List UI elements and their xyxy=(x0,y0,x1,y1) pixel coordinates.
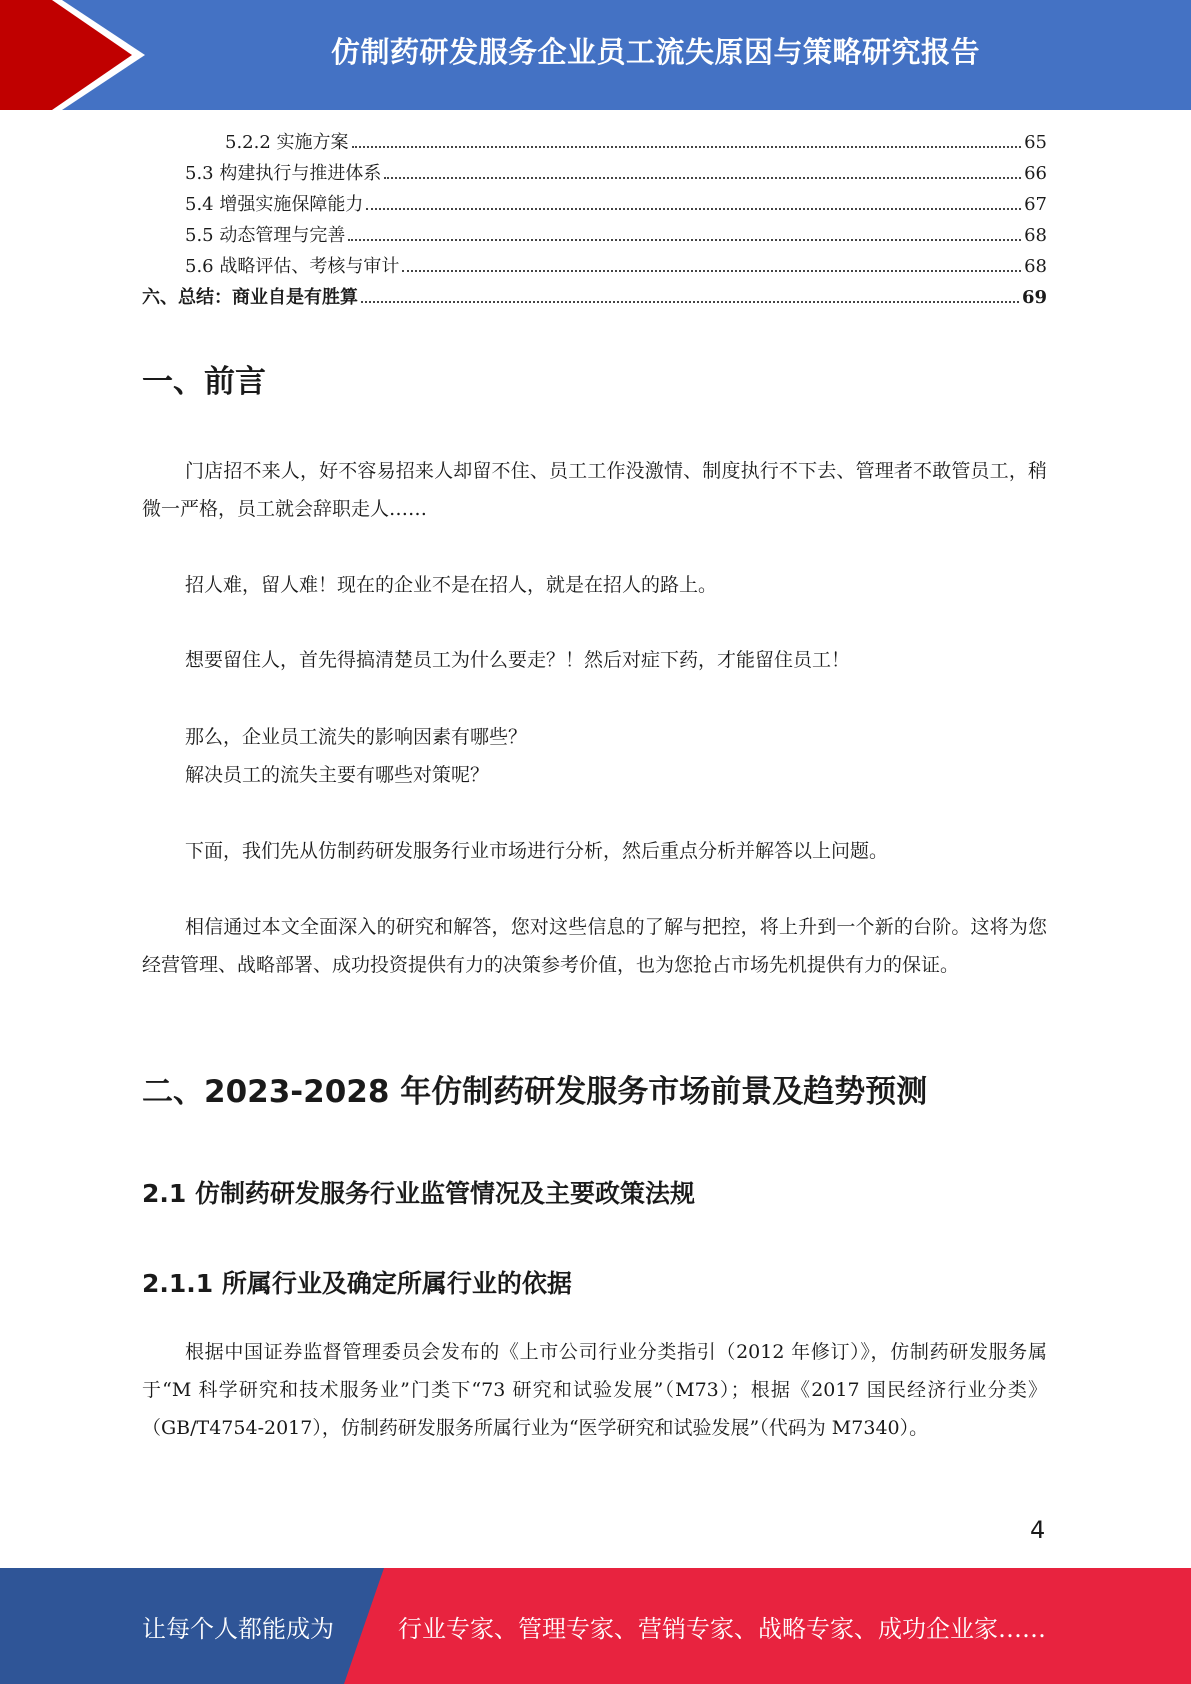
paragraph: 想要留住人，首先得搞清楚员工为什么要走？！然后对症下药，才能留住员工！ xyxy=(185,649,851,671)
toc-entry-page: 68 xyxy=(1024,225,1047,246)
toc-leader-dots xyxy=(352,146,1022,148)
toc-entry-label: 5.3 构建执行与推进体系 xyxy=(185,163,382,184)
section-2-heading: 二、2023-2028 年仿制药研发服务市场前景及趋势预测 xyxy=(142,1074,928,1110)
paragraph: 根据中国证券监督管理委员会发布的《上市公司行业分类指引（2012 年修订）》，仿制药研发服务属于“M 科学研究和技术服务业”门类下“73 研究和试验发展”（M73）；根据《2017 国民经济行业分类》（GB/T4754-2017），仿制药研发服务所属行业为“医学研究和试验发展”（代码为 M7340）。 xyxy=(142,1341,1047,1439)
toc-entry[interactable] xyxy=(142,128,1047,159)
toc-leader-dots xyxy=(402,270,1021,272)
toc-entry-label: 5.6 战略评估、考核与审计 xyxy=(185,256,400,277)
footer-banner xyxy=(0,1568,1191,1684)
toc-entry-page: 68 xyxy=(1024,256,1047,277)
footer-slogan-right: 行业专家、管理专家、营销专家、战略专家、成功企业家…… xyxy=(398,1614,1046,1643)
toc-entry[interactable] xyxy=(142,221,1047,252)
toc-entry-label: 5.4 增强实施保障能力 xyxy=(185,194,364,215)
toc-leader-dots xyxy=(348,239,1021,241)
header-banner xyxy=(0,0,1191,110)
paragraph: 门店招不来人，好不容易招来人却留不住、员工工作没激情、制度执行不下去、管理者不敢管员工，稍微一严格，员工就会辞职走人…… xyxy=(142,460,1047,520)
subsubsection-heading: 2.1.1 所属行业及确定所属行业的依据 xyxy=(142,1269,572,1298)
paragraph: 下面，我们先从仿制药研发服务行业市场进行分析，然后重点分析并解答以上问题。 xyxy=(185,840,889,862)
report-title: 仿制药研发服务企业员工流失原因与策略研究报告 xyxy=(330,34,980,69)
toc-leader-dots xyxy=(366,208,1021,210)
toc-entry-page: 66 xyxy=(1024,163,1047,184)
paragraph: 相信通过本文全面深入的研究和解答，您对这些信息的了解与把控，将上升到一个新的台阶。这将为您经营管理、战略部署、成功投资提供有力的决策参考价值，也为您抢占市场先机提供有力的保证。 xyxy=(142,916,1047,976)
toc-entry[interactable] xyxy=(142,190,1047,221)
toc-entry-label: 六、总结：商业自是有胜算 xyxy=(142,287,358,308)
table-of-contents xyxy=(142,128,1047,314)
toc-entry[interactable] xyxy=(142,159,1047,190)
page-number: 4 xyxy=(1030,1516,1046,1544)
subsection-heading: 2.1 仿制药研发服务行业监管情况及主要政策法规 xyxy=(142,1179,695,1208)
toc-entry[interactable] xyxy=(142,283,1047,314)
toc-entry-label: 5.5 动态管理与完善 xyxy=(185,225,346,246)
footer-slogan-left: 让每个人都能成为 xyxy=(142,1614,334,1643)
toc-entry[interactable] xyxy=(142,252,1047,283)
paragraph: 那么，企业员工流失的影响因素有哪些？ xyxy=(185,726,528,748)
toc-leader-dots xyxy=(384,177,1021,179)
paragraph: 解决员工的流失主要有哪些对策呢？ xyxy=(185,764,490,786)
toc-entry-label: 5.2.2 实施方案 xyxy=(225,132,349,153)
section-1-heading: 一、前言 xyxy=(142,364,266,400)
arrow-decoration-icon xyxy=(0,0,160,110)
toc-entry-page: 65 xyxy=(1024,132,1047,153)
paragraph: 招人难，留人难！现在的企业不是在招人，就是在招人的路上。 xyxy=(185,574,718,596)
toc-entry-page: 67 xyxy=(1024,194,1047,215)
toc-entry-page: 69 xyxy=(1021,287,1047,308)
toc-leader-dots xyxy=(361,301,1019,303)
